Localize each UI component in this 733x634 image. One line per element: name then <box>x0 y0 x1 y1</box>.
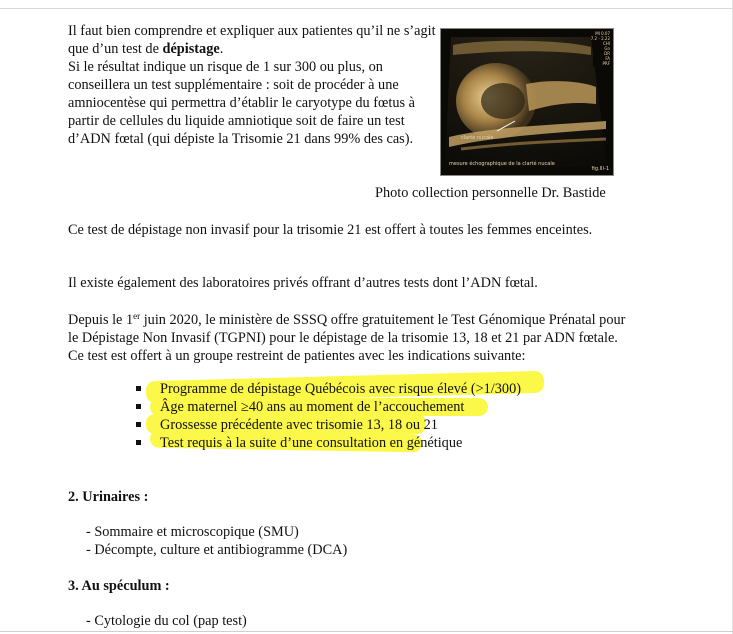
urinaires-list <box>86 523 347 559</box>
ultrasound-photo <box>440 28 614 176</box>
private-labs-paragraph: Il existe également des laboratoires privés offrant d’autres tests dont l’ADN fœtal. <box>68 275 538 291</box>
list-item: Âge maternel ≥40 ans au moment de l’accouchement <box>136 398 521 416</box>
page-top-border <box>0 8 733 9</box>
speculum-list <box>86 612 247 630</box>
list-item: Programme de dépistage Québécois avec risque élevé (>1/300) <box>136 380 521 398</box>
ultrasound-settings: MI 0.07 7.2 - 2.22 CHI Gn DR FA PRF <box>590 31 610 66</box>
list-item: - Décompte, culture et antibiogramme (DCA) <box>86 542 348 558</box>
indications-list <box>136 380 521 452</box>
section-heading-speculum: 3. Au spéculum : <box>68 578 170 594</box>
nuchal-annotation: clarté nucale <box>461 135 494 141</box>
bold-keyword: dépistage <box>162 41 220 57</box>
section-heading-urinaires: 2. Urinaires : <box>68 489 149 505</box>
result-paragraph: Si le résultat indique un risque de 1 sur 300 ou plus, on conseillera un test supplémentaire : soit de procéder à une amniocentèse qui permettra d’établir le caryotype du fœtus à partir de cellules du liquide amniotique soit de faire un test d’ADN fœtal (qui dépiste la Trisomie 21 dans 99% des cas). <box>68 59 415 147</box>
bullet-square <box>136 404 141 409</box>
bullet-square <box>136 386 141 391</box>
tgpni-paragraph: Depuis le 1er juin 2020, le ministère de SSSQ offre gratuitement le Test Génomique Prénatal pour le Dépistage Non Invasif (TGPNI) pour le dépistage de la trisomie 13, 18 et 21 par ADN fœtale. Ce test est offert à un groupe restreint de patientes avec les indications suivante: <box>68 311 626 364</box>
intro-paragraph: Il faut bien comprendre et expliquer aux patientes qu’il ne s’agit que d’un test de dépistage. <box>68 23 436 57</box>
bullet-square <box>136 440 141 445</box>
list-item: - Sommaire et microscopique (SMU) <box>86 524 299 540</box>
figure-label: fig.III-1 <box>591 166 609 172</box>
measurement-annotation: mesure échographique de la clarté nucale <box>449 161 555 167</box>
list-item: Test requis à la suite d’une consultation en génétique <box>136 434 521 452</box>
ultrasound-image <box>441 29 613 175</box>
page-bottom-border <box>0 631 733 632</box>
photo-caption: Photo collection personnelle Dr. Bastide <box>375 185 606 201</box>
bullet-square <box>136 422 141 427</box>
screening-paragraph: Ce test de dépistage non invasif pour la trisomie 21 est offert à toutes les femmes enceintes. <box>68 222 593 238</box>
intro-text <box>68 22 438 148</box>
list-item: Grossesse précédente avec trisomie 13, 18 ou 21 <box>136 416 521 434</box>
list-item: - Cytologie du col (pap test) <box>86 613 247 629</box>
